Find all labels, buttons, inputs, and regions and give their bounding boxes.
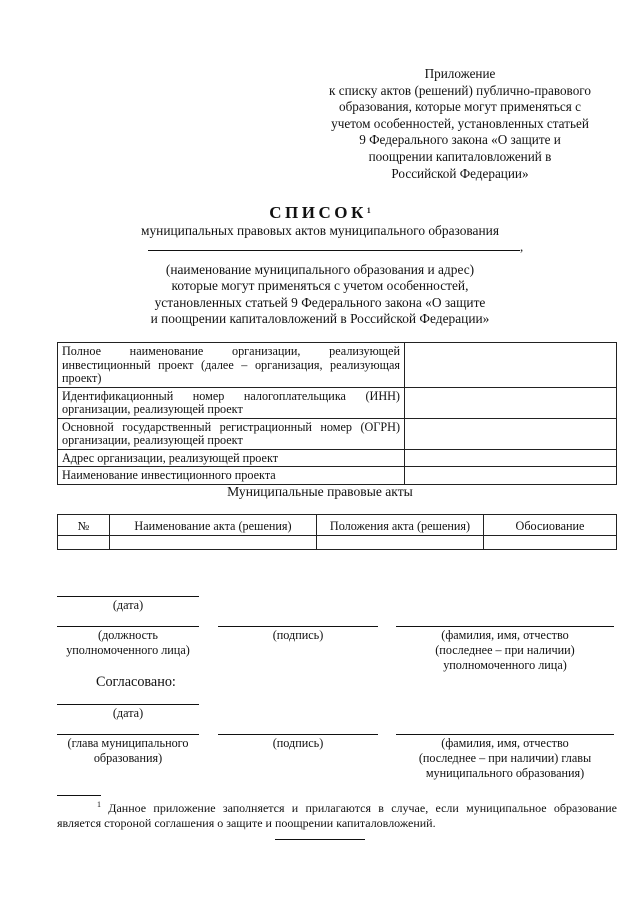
table-header-row (58, 515, 617, 536)
info-value-cell (405, 343, 617, 388)
signature-caption: (подпись) (272, 628, 324, 642)
signature-line-2 (218, 734, 378, 735)
table-row (58, 387, 617, 418)
appendix-line: к списку актов (решений) публично-правового (329, 82, 591, 98)
organization-info-table (57, 342, 617, 485)
appendix-line: образования, которые могут применяться с (339, 99, 581, 115)
table-row (58, 418, 617, 449)
signature-caption-2: (подпись) (272, 736, 324, 750)
table-row (58, 343, 617, 388)
subtitle-line: муниципальных правовых актов муниципального образования (140, 223, 499, 238)
caption-line: образования) (93, 751, 163, 765)
footnote-text: Данное приложение заполняется и прилагаются в случае, если муниципальное образование является стороной соглашения о защите и поощрении капиталовложений. (57, 801, 618, 830)
info-value-cell (405, 467, 617, 485)
end-rule (275, 839, 365, 840)
title-footnote-mark: 1 (366, 206, 371, 215)
agreed-label: Согласовано: (96, 674, 176, 690)
appendix-line: Приложение (424, 66, 496, 81)
signature-line (218, 626, 378, 627)
caption-line: (должность (98, 628, 158, 642)
position-caption (47, 628, 209, 658)
position-line (57, 626, 199, 627)
subtitle-line: и поощрении капиталовложений в Российской Федерации» (150, 311, 490, 326)
column-header-act-name: Наименование акта (решения) (110, 515, 317, 536)
info-label: Наименование инвестиционного проекта (58, 467, 405, 485)
municipality-blank-line (148, 250, 520, 251)
appendix-line: учетом особенностей, установленных статьей (331, 115, 589, 131)
appendix-line: Российской Федерации» (391, 165, 529, 181)
municipality-blank (0, 240, 640, 262)
table-row (58, 536, 617, 550)
fio-line (396, 626, 614, 627)
footnote-rule (57, 795, 101, 796)
table-row (58, 449, 617, 467)
appendix-line: 9 Федерального закона «О защите и (359, 132, 561, 148)
fio-line-2 (396, 734, 614, 735)
info-value-cell (405, 418, 617, 449)
subtitle-line: которые могут применяться с учетом особенностей, (171, 278, 469, 293)
subtitle-line: установленных статьей 9 Федерального закона «О защите (154, 294, 486, 310)
info-value-cell (405, 449, 617, 467)
acts-table (57, 514, 617, 550)
info-value-cell (405, 387, 617, 418)
head-caption (47, 736, 209, 766)
column-header-justification: Обосиование (484, 515, 617, 536)
fio-caption-2 (396, 736, 614, 781)
head-line (57, 734, 199, 735)
caption-line: (последнее – при наличии) главы (418, 751, 592, 765)
info-label: Полное наименование организации, реализующей инвестиционный проект (далее – организация, реализующая проект) (58, 343, 405, 388)
footnote-mark: 1 (97, 800, 101, 809)
title-block (0, 203, 640, 328)
subtitle (0, 223, 640, 328)
date-line-2 (57, 704, 199, 705)
table-row (58, 467, 617, 485)
date-caption-2: (дата) (112, 706, 144, 720)
table-cell (317, 536, 484, 550)
caption-line: муниципального образования) (425, 766, 585, 780)
column-header-number: № (58, 515, 110, 536)
footnote (57, 797, 617, 831)
column-header-provisions: Положения акта (решения) (317, 515, 484, 536)
caption-line: уполномоченного лица) (443, 658, 567, 672)
info-label: Основной государственный регистрационный номер (ОГРН) организации, реализующей проект (58, 418, 405, 449)
date-line (57, 596, 199, 597)
date-caption: (дата) (112, 598, 144, 612)
appendix-header (300, 66, 620, 182)
caption-line: (последнее – при наличии) (435, 643, 575, 657)
info-label: Идентификационный номер налогоплательщика (ИНН) организации, реализующей проект (58, 387, 405, 418)
title-text: СПИСОК (269, 203, 367, 222)
appendix-line: поощрении капиталовложений в (368, 148, 552, 164)
caption-line: (глава муниципального (67, 736, 189, 750)
table-cell (58, 536, 110, 550)
document-title (0, 203, 640, 223)
acts-heading: Муниципальные правовые акты (227, 484, 413, 499)
blank-comma: , (520, 238, 524, 254)
info-label: Адрес организации, реализующей проект (58, 449, 405, 467)
table-cell (484, 536, 617, 550)
subtitle-line: (наименование муниципального образования и адрес) (165, 261, 475, 277)
caption-line: (фамилия, имя, отчество (441, 736, 569, 750)
fio-caption (396, 628, 614, 673)
table-cell (110, 536, 317, 550)
caption-line: (фамилия, имя, отчество (441, 628, 569, 642)
caption-line: уполномоченного лица) (66, 643, 190, 657)
